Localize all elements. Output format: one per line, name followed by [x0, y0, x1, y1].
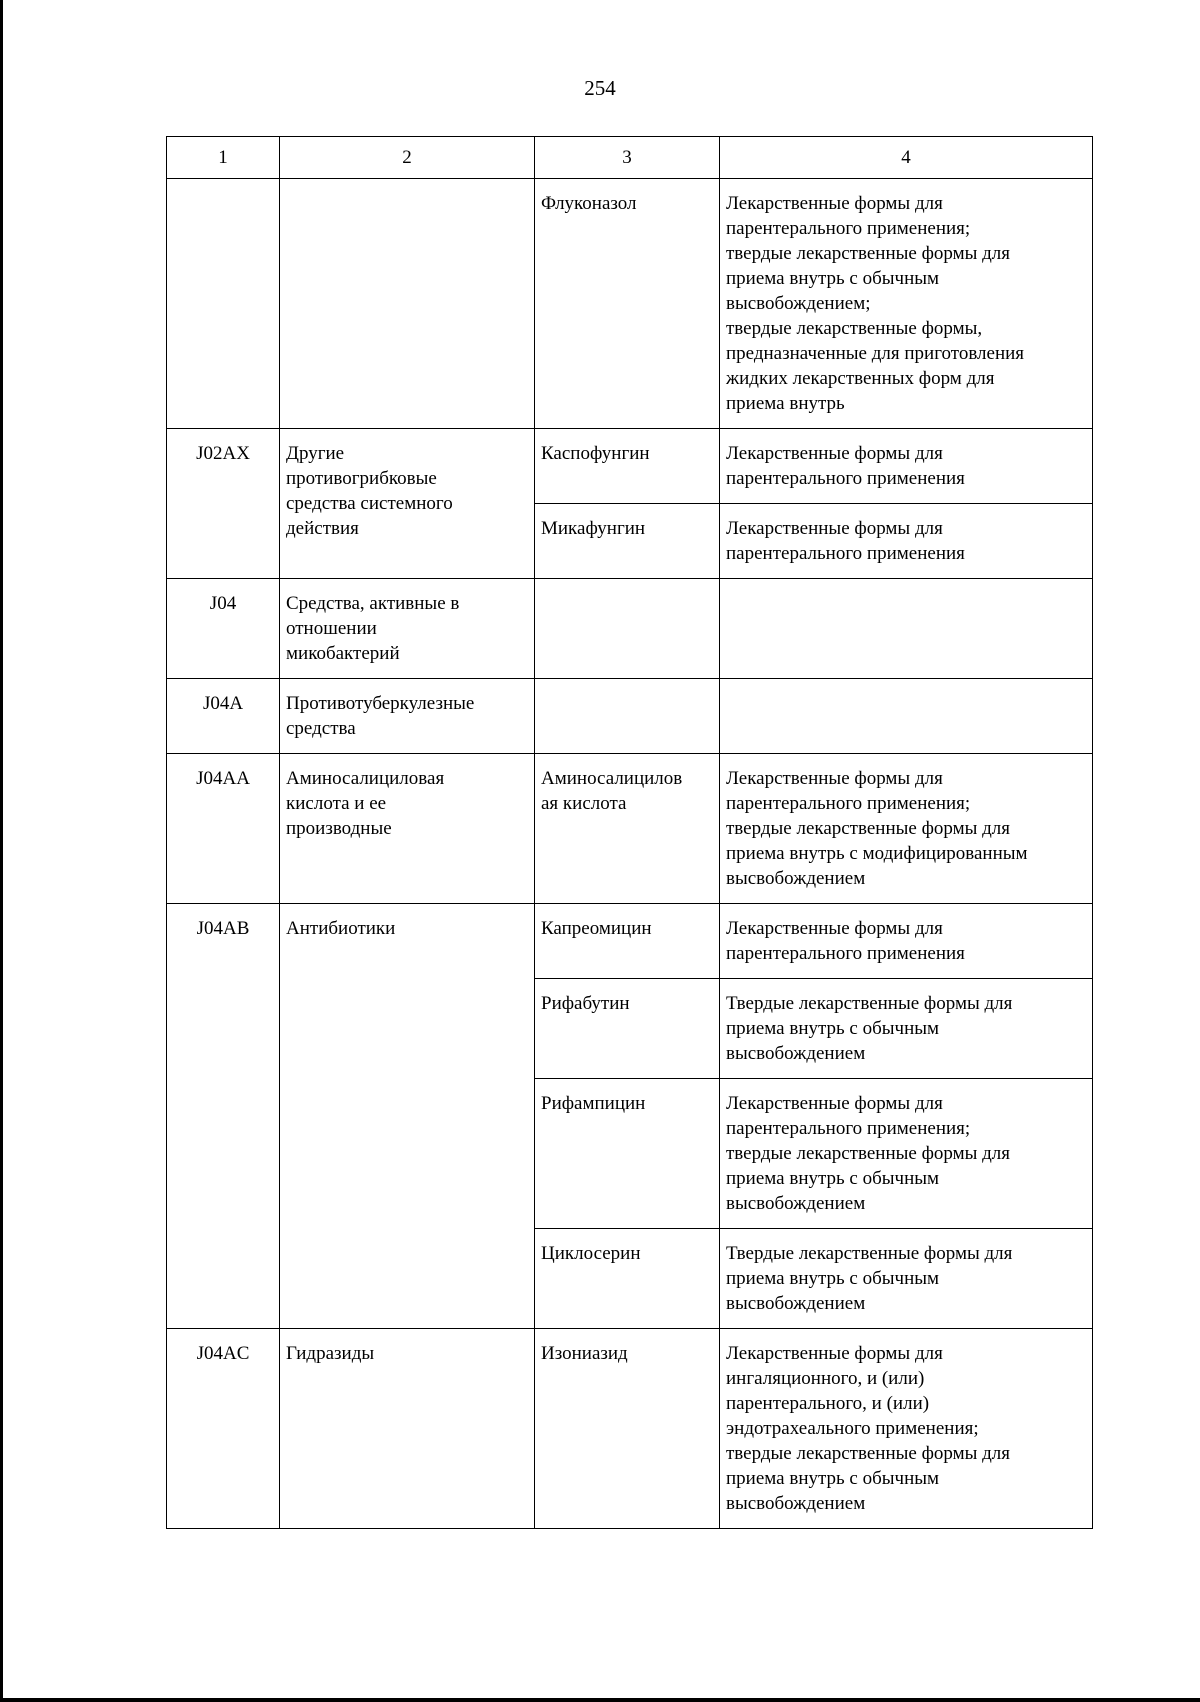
drug-name-cell: Рифабутин: [535, 979, 720, 1079]
drug-name-cell: Циклосерин: [535, 1229, 720, 1329]
column-header: 3: [535, 137, 720, 179]
group-name-cell: Гидразиды: [280, 1329, 535, 1529]
table-row: [167, 904, 1093, 979]
atc-code-cell: J04AA: [167, 754, 280, 904]
dosage-forms-cell: Лекарственные формы для парентерального применения; твердые лекарственные формы для приема внутрь с обычным высвобождением: [720, 1079, 1093, 1229]
atc-code-cell: J02AX: [167, 429, 280, 579]
drug-name-cell: [535, 679, 720, 754]
atc-code-cell: J04: [167, 579, 280, 679]
table-row: [167, 754, 1093, 904]
dosage-forms-cell: Лекарственные формы для ингаляционного, и (или) парентерального, и (или) эндотрахеального применения; твердые лекарственные формы для приема внутрь с обычным высвобождением: [720, 1329, 1093, 1529]
table-row: [167, 679, 1093, 754]
drug-name-cell: Микафунгин: [535, 504, 720, 579]
dosage-forms-cell: Лекарственные формы для парентерального применения: [720, 904, 1093, 979]
dosage-forms-cell: [720, 679, 1093, 754]
table-row: [167, 429, 1093, 504]
drug-name-cell: Аминосалицилов ая кислота: [535, 754, 720, 904]
drug-name-cell: Каспофунгин: [535, 429, 720, 504]
group-name-cell: Аминосалициловая кислота и ее производные: [280, 754, 535, 904]
table-row: [167, 579, 1093, 679]
group-name-cell: Другие противогрибковые средства системного действия: [280, 429, 535, 579]
group-name-cell: Противотуберкулезные средства: [280, 679, 535, 754]
dosage-forms-cell: Лекарственные формы для парентерального применения; твердые лекарственные формы для приема внутрь с обычным высвобождением; твердые лекарственные формы, предназначенные для приготовления жидких лекарственных форм для приема внутрь: [720, 179, 1093, 429]
dosage-forms-cell: Лекарственные формы для парентерального применения; твердые лекарственные формы для приема внутрь с модифицированным высвобождением: [720, 754, 1093, 904]
table-header-row: [167, 137, 1093, 179]
group-name-cell: Средства, активные в отношении микобактерий: [280, 579, 535, 679]
dosage-forms-cell: Твердые лекарственные формы для приема внутрь с обычным высвобождением: [720, 979, 1093, 1079]
page-number: 254: [584, 76, 616, 100]
group-name-cell: [280, 179, 535, 429]
dosage-forms-cell: Лекарственные формы для парентерального применения: [720, 429, 1093, 504]
dosage-forms-cell: Твердые лекарственные формы для приема внутрь с обычным высвобождением: [720, 1229, 1093, 1329]
atc-code-cell: [167, 179, 280, 429]
dosage-forms-cell: [720, 579, 1093, 679]
drug-name-cell: Флуконазол: [535, 179, 720, 429]
column-header: 2: [280, 137, 535, 179]
drug-name-cell: [535, 579, 720, 679]
drug-name-cell: Рифампицин: [535, 1079, 720, 1229]
drug-list-table: [166, 136, 1093, 1529]
drug-name-cell: Капреомицин: [535, 904, 720, 979]
atc-code-cell: J04A: [167, 679, 280, 754]
group-name-cell: Антибиотики: [280, 904, 535, 1329]
atc-code-cell: J04AB: [167, 904, 280, 1329]
dosage-forms-cell: Лекарственные формы для парентерального применения: [720, 504, 1093, 579]
column-header: 4: [720, 137, 1093, 179]
atc-code-cell: J04AC: [167, 1329, 280, 1529]
table-row: [167, 1329, 1093, 1529]
scan-edge-bottom: [0, 1698, 1200, 1702]
column-header: 1: [167, 137, 280, 179]
drug-name-cell: Изониазид: [535, 1329, 720, 1529]
scan-edge-left: [0, 0, 3, 1702]
table-row: [167, 179, 1093, 429]
